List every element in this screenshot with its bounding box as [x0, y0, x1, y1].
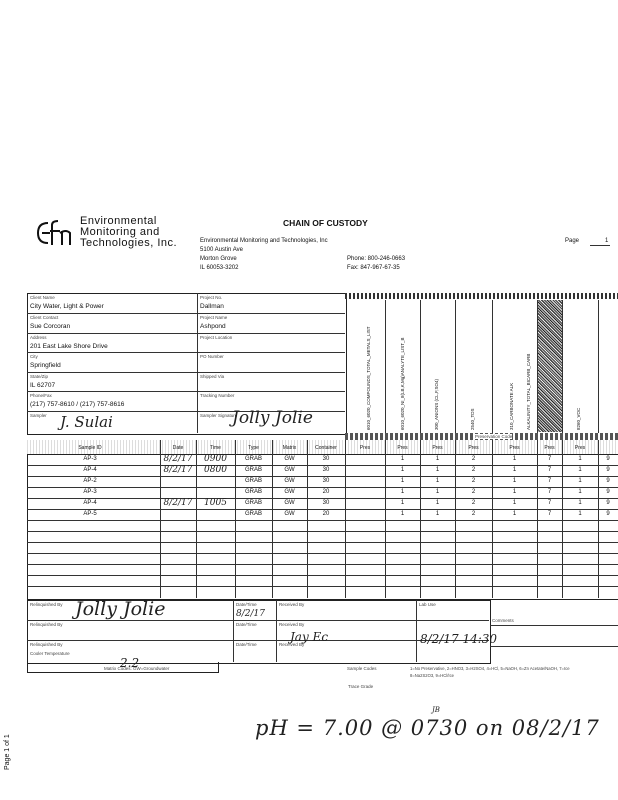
- row-pres-4: 1: [512, 456, 517, 462]
- po-number-label: PO Number: [200, 354, 224, 359]
- project-location-label: Project Location: [200, 335, 233, 340]
- relinquished-date: 8/2/17: [236, 609, 265, 619]
- row-sample-id: AP-4: [83, 500, 97, 506]
- page-stamp: Page 1 of 1: [4, 734, 11, 770]
- header-pres-2: Pres: [397, 445, 408, 451]
- company-logo: [36, 219, 74, 247]
- row-pres-3: 2: [471, 478, 476, 484]
- row-time: 0800: [204, 465, 227, 475]
- row-pres-6: 1: [578, 456, 582, 462]
- row-pres-7: 9: [606, 478, 610, 484]
- row-pres-3: 2: [471, 467, 476, 473]
- relinquished-label: Relinquished By: [30, 602, 63, 607]
- row-pres-5: 7: [547, 467, 552, 473]
- row-type: GRAB: [244, 467, 262, 473]
- row-pres-1: 1: [400, 456, 405, 462]
- company-city: Morton Grove: [200, 256, 237, 262]
- relinquished-label-2: Relinquished By: [30, 622, 63, 627]
- client-city-label: City: [30, 354, 38, 359]
- row-pres-1: 1: [400, 478, 405, 484]
- row-pres-2: 1: [435, 511, 440, 517]
- row-type: GRAB: [244, 478, 262, 484]
- row-pres-4: 1: [512, 511, 517, 517]
- client-city: Springfield: [30, 362, 61, 369]
- project-no: Dallman: [200, 303, 224, 310]
- received-date: 8/2/17 14:30: [420, 632, 498, 646]
- page-value: 1: [605, 238, 609, 244]
- row-containers: 30: [322, 478, 330, 484]
- form-title: CHAIN OF CUSTODY: [283, 218, 368, 228]
- header-pres-6: Pres: [544, 445, 555, 451]
- row-sample-id: AP-5: [83, 511, 97, 517]
- client-phone-label: Phone/Fax: [30, 393, 52, 398]
- row-pres-6: 1: [578, 467, 582, 473]
- lab-use-label: Lab Use: [419, 602, 436, 607]
- row-pres-5: 7: [547, 456, 552, 462]
- row-pres-5: 7: [547, 500, 552, 506]
- company-fax: Fax: 847-967-67-35: [347, 265, 400, 271]
- client-company: City Water, Light & Power: [30, 303, 104, 310]
- row-time: 1005: [204, 498, 227, 508]
- relinquished-label-3: Relinquished By: [30, 642, 63, 647]
- row-matrix: GW: [284, 511, 295, 517]
- received-label-3: Received By: [279, 642, 305, 647]
- header-matrix: Matrix: [282, 445, 297, 451]
- row-pres-7: 9: [606, 489, 610, 495]
- received-signature: Jay Ec: [290, 630, 329, 644]
- row-type: GRAB: [244, 489, 262, 495]
- company-name: [80, 216, 177, 249]
- date-time-label: Date/Time: [236, 602, 257, 607]
- cooler-temperature-label: Cooler Temperature: [30, 651, 70, 656]
- sampler-signature: J. Sulai: [60, 413, 113, 431]
- row-pres-5: 7: [547, 478, 552, 484]
- row-sample-id: AP-3: [83, 489, 97, 495]
- row-matrix: GW: [284, 456, 295, 462]
- company-name-line-1: Environmental: [80, 215, 157, 227]
- row-pres-1: 1: [400, 467, 405, 473]
- project-name: Ashpond: [200, 323, 226, 330]
- client-state-zip: IL 62707: [30, 382, 56, 389]
- company-name-line-3: Technologies, Inc.: [80, 237, 178, 249]
- row-pres-4: 1: [512, 489, 517, 495]
- analysis-3: 300_ANIONS (CL,F,SO4): [434, 378, 439, 430]
- row-containers: 30: [322, 467, 330, 473]
- matrix-codes: Matrix Codes: GW=Groundwater: [104, 666, 170, 671]
- client-company-label: Client Name: [30, 295, 55, 300]
- row-containers: 30: [322, 456, 330, 462]
- row-pres-1: 1: [400, 500, 405, 506]
- shipped-via-label: Shipped Via: [200, 374, 225, 379]
- row-pres-7: 9: [606, 500, 610, 506]
- header-type: Type: [248, 445, 259, 451]
- company-phone: Phone: 800-246-0663: [347, 256, 406, 262]
- row-sample-id: AP-3: [83, 456, 97, 462]
- project-name-label: Project Name: [200, 315, 228, 320]
- row-type: GRAB: [244, 456, 262, 462]
- row-time: 0900: [204, 454, 227, 464]
- row-date: 8/2/17: [163, 498, 193, 508]
- row-date: 8/2/17: [163, 454, 193, 464]
- date-time-label-3: Date/Time: [236, 642, 257, 647]
- page-label: Page: [565, 238, 580, 244]
- row-pres-3: 2: [471, 456, 476, 462]
- row-pres-4: 1: [512, 467, 517, 473]
- row-sample-id: AP-4: [83, 467, 97, 473]
- redacted-column: [537, 300, 562, 432]
- row-pres-2: 1: [435, 456, 440, 462]
- header-pres-3: Pres: [432, 445, 443, 451]
- row-containers: 20: [322, 511, 330, 517]
- sampler-label: Sampler: [30, 413, 47, 418]
- company-state-zip: IL 60053-3202: [200, 265, 239, 271]
- trace-grade: Trace Grade: [348, 684, 374, 689]
- relinquished-signature: Jolly Jolie: [75, 598, 166, 620]
- row-pres-6: 1: [578, 500, 582, 506]
- row-containers: 20: [322, 489, 330, 495]
- row-pres-3: 2: [471, 500, 476, 506]
- company-name-line-2: Monitoring and: [80, 226, 160, 238]
- header-date: Date: [172, 445, 184, 451]
- cooler-temperature: 2.2: [120, 656, 140, 670]
- sampler-signature-label: Sampler Signature: [200, 413, 238, 418]
- row-pres-2: 1: [435, 478, 440, 484]
- row-type: GRAB: [244, 500, 262, 506]
- row-pres-7: 9: [606, 467, 610, 473]
- row-pres-5: 7: [547, 489, 552, 495]
- analysis-4: 2540_TDS: [470, 408, 475, 430]
- header-pres-7: Pres: [574, 445, 586, 451]
- row-matrix: GW: [284, 489, 295, 495]
- row-pres-7: 9: [606, 456, 610, 462]
- analysis-7: 8260_VOC: [576, 407, 581, 430]
- row-pres-5: 7: [547, 511, 552, 517]
- row-matrix: GW: [284, 467, 295, 473]
- row-containers: 30: [322, 500, 330, 506]
- row-pres-6: 1: [578, 511, 582, 517]
- handwritten-ph-note: pH = 7.00 @ 0730 on 08/2/17: [255, 716, 600, 740]
- row-pres-7: 9: [606, 511, 610, 517]
- analysis-6: ALKALINITY_TOTAL_BICARB_CARB: [526, 353, 531, 430]
- row-pres-1: 1: [400, 489, 405, 495]
- row-pres-3: 2: [471, 511, 476, 517]
- company-full-name: Environmental Monitoring and Technologies, Inc: [200, 238, 328, 244]
- row-pres-2: 1: [435, 489, 440, 495]
- received-label: Received By: [279, 602, 305, 607]
- analysis-2: 6010_6020_NI_8(LB,K,Mg)ANALYTE_LIST_B: [400, 337, 405, 430]
- preservation-codes-2: 8=Na2S2O3, 9=HCl/Ice: [410, 673, 454, 678]
- received-label-2: Received By: [279, 622, 305, 627]
- preservation-codes-1: 1=No Preservative, 2=HNO3, 3=H2SO4, 4=HCl, 5=NaOH, 6=Zn Acetate/NaOH, 7=Ice: [410, 666, 570, 671]
- client-phone: (217) 757-8610 / (217) 757-8616: [30, 401, 125, 408]
- row-pres-2: 1: [435, 500, 440, 506]
- client-state-zip-label: State/Zip: [30, 374, 49, 379]
- row-pres-3: 2: [471, 489, 476, 495]
- client-address: 201 East Lake Shore Drive: [30, 343, 108, 350]
- company-street: 5100 Austin Ave: [200, 247, 243, 253]
- row-pres-4: 1: [512, 478, 517, 484]
- analysis-1: 6010_6020_COMPOUNDS_TOTAL_METALS_LIST: [366, 326, 371, 430]
- row-pres-6: 1: [578, 478, 582, 484]
- analysis-5: 310_CARBONATE ALK: [509, 382, 514, 430]
- comments-label: Comments: [492, 618, 514, 623]
- header-sample-id: Sample ID: [78, 445, 102, 451]
- client-contact: Sue Corcoran: [30, 323, 71, 330]
- row-pres-2: 1: [435, 467, 440, 473]
- row-sample-id: AP-2: [83, 478, 97, 484]
- preservation-label: Preservation Code: [475, 434, 513, 439]
- project-no-label: Project No.: [200, 295, 223, 300]
- header-pres-1: Pres: [359, 445, 371, 451]
- header-time: Time: [210, 445, 221, 451]
- row-pres-1: 1: [400, 511, 405, 517]
- client-contact-label: Client Contact: [30, 315, 59, 320]
- header-pres-4: Pres: [468, 445, 479, 451]
- row-matrix: GW: [284, 500, 295, 506]
- tracking-number-label: Tracking Number: [200, 393, 235, 398]
- sample-codes: Sample Codes: [347, 666, 377, 671]
- note-initials: JB: [432, 706, 440, 714]
- client-address-label: Address: [30, 335, 47, 340]
- date-time-label-2: Date/Time: [236, 622, 257, 627]
- row-type: GRAB: [244, 511, 262, 517]
- sampler-signature-2: Jolly Jolie: [232, 408, 313, 428]
- row-matrix: GW: [284, 478, 295, 484]
- row-pres-4: 1: [512, 500, 517, 506]
- row-pres-6: 1: [578, 489, 582, 495]
- header-pres-5: Pres: [509, 445, 520, 451]
- header-container: Container: [315, 445, 337, 451]
- row-date: 8/2/17: [163, 465, 193, 475]
